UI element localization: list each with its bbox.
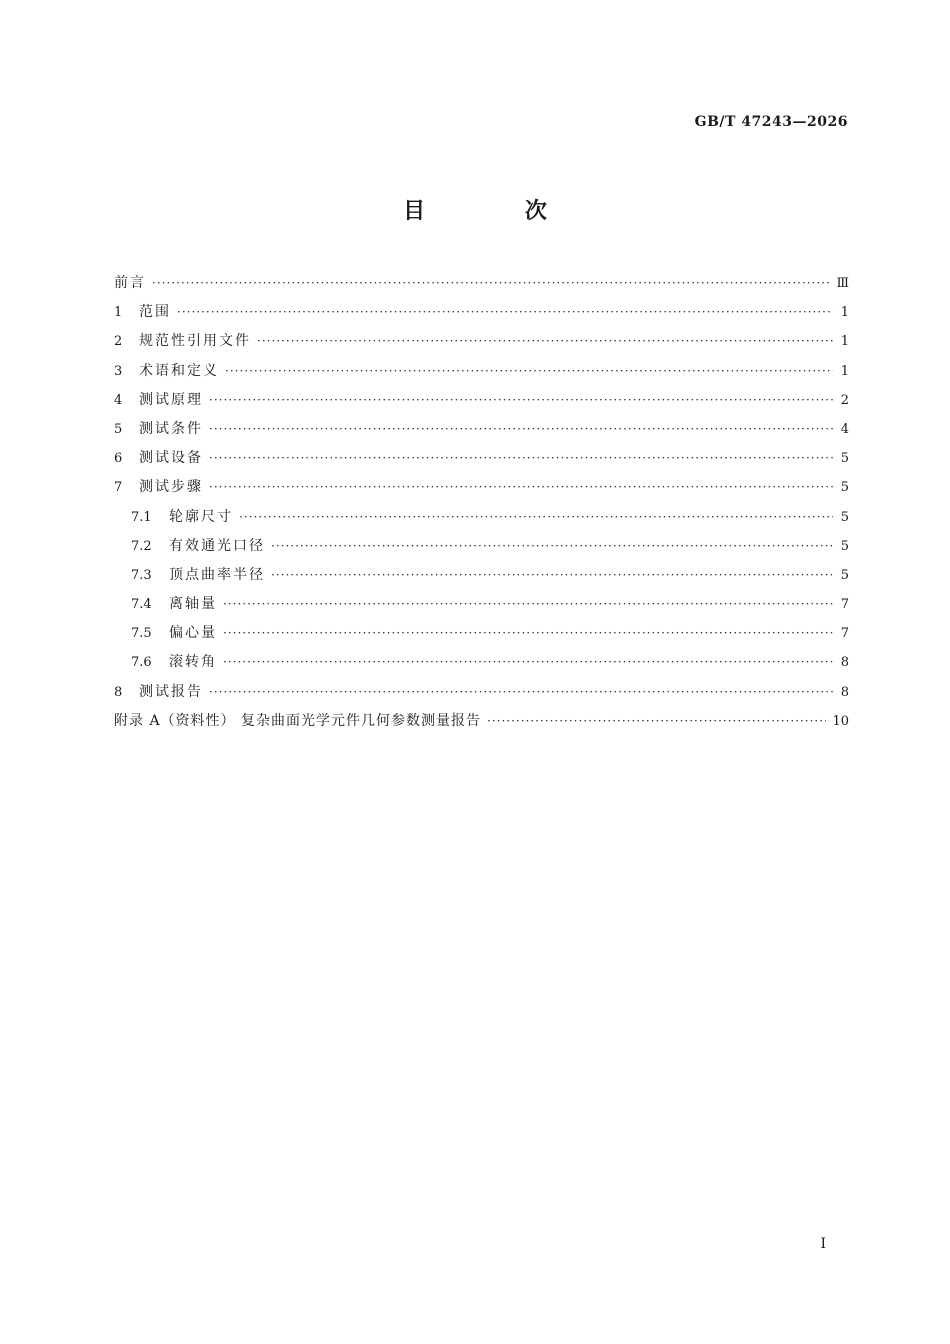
toc-entry-page: 8: [840, 684, 849, 700]
table-of-contents: [114, 269, 849, 736]
toc-entry-page: 1: [840, 305, 849, 321]
toc-entry-7-3[interactable]: [114, 561, 849, 590]
toc-entry-label: 离轴量: [169, 596, 217, 613]
toc-entry-label: 测试条件: [139, 420, 203, 437]
toc-leader-dots: [225, 357, 833, 386]
toc-entry-number: 7.4: [131, 597, 152, 613]
toc-entry-label: 术语和定义: [139, 362, 219, 379]
toc-entry-label: 测试设备: [139, 450, 203, 467]
toc-entry-number: 8: [114, 684, 123, 700]
toc-entry-7-1[interactable]: [114, 503, 849, 532]
toc-entry-page: 7: [840, 626, 849, 642]
toc-leader-dots: [177, 298, 833, 327]
standard-number: GB/T 47243—2026: [694, 114, 848, 130]
toc-entry-7-4[interactable]: [114, 590, 849, 619]
toc-entry-page: Ⅲ: [836, 276, 849, 291]
toc-entry-label: 范围: [139, 304, 171, 321]
toc-entry-page: 1: [840, 363, 849, 379]
toc-entry-page: 5: [840, 538, 849, 554]
toc-entry-page: 4: [840, 421, 849, 437]
toc-leader-dots: [271, 532, 833, 561]
toc-entry-label: 规范性引用文件: [139, 333, 251, 350]
toc-entry-label: 轮廓尺寸: [169, 508, 233, 525]
toc-entry-7-5[interactable]: [114, 619, 849, 648]
toc-leader-dots: [223, 619, 833, 648]
toc-leader-dots: [152, 269, 830, 298]
toc-entry-label: 附录 A（资料性） 复杂曲面光学元件几何参数测量报告: [114, 712, 482, 729]
toc-entry-number: 7.3: [131, 567, 152, 583]
toc-entry-7-6[interactable]: [114, 648, 849, 677]
toc-entry-page: 10: [832, 713, 849, 729]
toc-leader-dots: [223, 648, 833, 677]
toc-entry-number: 7.2: [131, 538, 152, 554]
toc-entry-7-2[interactable]: [114, 532, 849, 561]
toc-entry-number: 7.1: [131, 509, 152, 525]
toc-entry-foreword[interactable]: [114, 269, 849, 298]
toc-entry-number: 7.5: [131, 626, 152, 642]
toc-entry-number: 5: [114, 421, 123, 437]
toc-entry-4[interactable]: [114, 386, 849, 415]
toc-entry-page: 2: [840, 392, 849, 408]
toc-entry-label: 顶点曲率半径: [169, 566, 265, 583]
toc-entry-label: 偏心量: [169, 625, 217, 642]
toc-entry-page: 5: [840, 451, 849, 467]
toc-entry-label: 有效通光口径: [169, 537, 265, 554]
toc-leader-dots: [271, 561, 833, 590]
toc-entry-number: 4: [114, 392, 123, 408]
page-number: I: [820, 1236, 826, 1252]
toc-entry-1[interactable]: [114, 298, 849, 327]
toc-entry-3[interactable]: [114, 357, 849, 386]
toc-entry-number: 2: [114, 334, 123, 350]
toc-leader-dots: [239, 503, 833, 532]
toc-entry-number: 7: [114, 480, 123, 496]
toc-entry-7[interactable]: [114, 473, 849, 502]
toc-entry-page: 7: [840, 597, 849, 613]
toc-entry-number: 6: [114, 451, 123, 467]
toc-entry-8[interactable]: [114, 678, 849, 707]
toc-leader-dots: [209, 415, 833, 444]
toc-entry-number: 1: [114, 305, 123, 321]
toc-entry-page: 1: [840, 334, 849, 350]
toc-leader-dots: [209, 444, 833, 473]
toc-leader-dots: [209, 678, 833, 707]
toc-entry-number: 7.6: [131, 655, 152, 671]
toc-leader-dots: [487, 707, 826, 736]
toc-entry-label: 前言: [114, 275, 146, 291]
toc-entry-page: 5: [840, 567, 849, 583]
page-title: 目 次: [403, 199, 593, 224]
toc-entry-label: 测试步骤: [139, 479, 203, 496]
toc-entry-5[interactable]: [114, 415, 849, 444]
toc-entry-page: 5: [840, 480, 849, 496]
toc-entry-label: 测试原理: [139, 391, 203, 408]
toc-entry-label: 测试报告: [139, 683, 203, 700]
toc-leader-dots: [209, 386, 833, 415]
toc-leader-dots: [257, 327, 833, 356]
toc-entry-appendix-a[interactable]: [114, 707, 849, 736]
toc-entry-2[interactable]: [114, 327, 849, 356]
toc-entry-number: 3: [114, 363, 123, 379]
toc-entry-page: 8: [840, 655, 849, 671]
toc-leader-dots: [223, 590, 833, 619]
toc-entry-label: 滚转角: [169, 654, 217, 671]
toc-entry-page: 5: [840, 509, 849, 525]
toc-leader-dots: [209, 473, 833, 502]
toc-entry-6[interactable]: [114, 444, 849, 473]
